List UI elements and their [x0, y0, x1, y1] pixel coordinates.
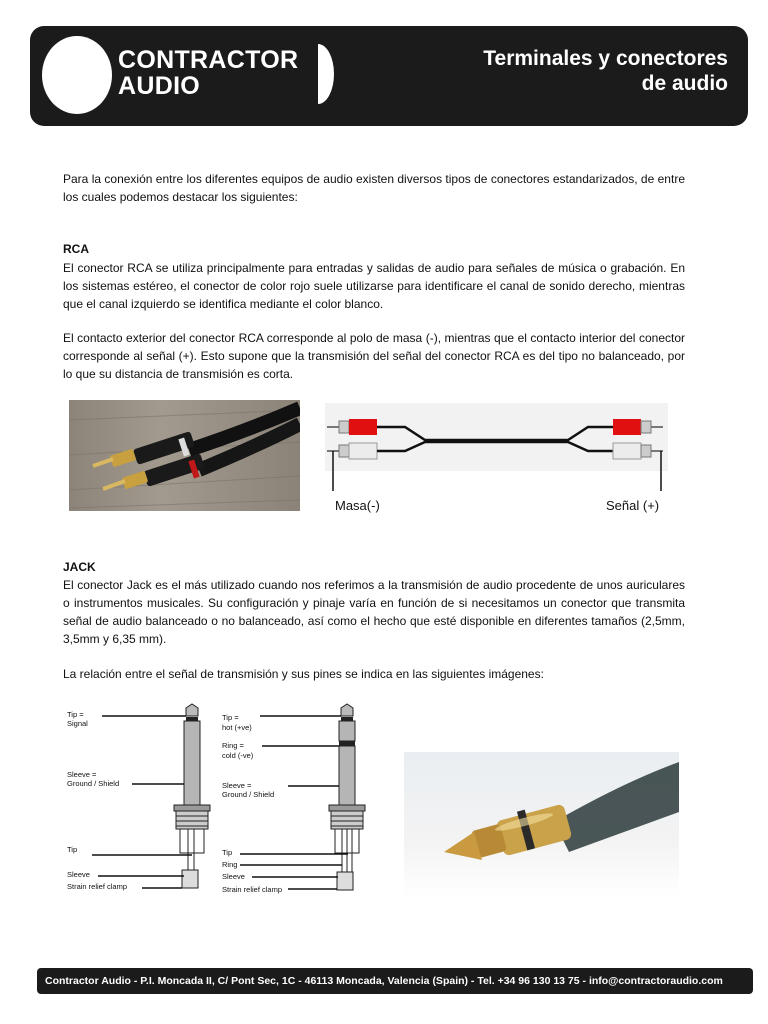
trs-label-tip-wire: Tip — [222, 848, 233, 857]
jack-heading: JACK — [63, 560, 96, 574]
trs-label-ground: Ground / Shield — [222, 790, 275, 799]
trs-label-cold: cold (-ve) — [222, 751, 254, 760]
rca-diagram-right-label: Señal (+) — [606, 498, 660, 513]
logo-line-2: AUDIO — [118, 72, 201, 100]
logo-half-circle-icon — [318, 44, 334, 104]
ts-label-tip: Tip = — [67, 710, 84, 719]
jack-paragraph-2: La relación entre el señal de transmisión y sus pines se indica en las siguientes imágenes: — [63, 667, 544, 681]
ts-label-sleeve: Sleeve = — [67, 770, 97, 779]
jack-plug-photo — [404, 752, 679, 898]
logo-text — [118, 47, 298, 99]
trs-label-sleeve-wire: Sleeve — [222, 872, 245, 881]
trs-label-clamp: Strain relief clamp — [222, 885, 283, 894]
rca-cable-photo — [69, 400, 300, 511]
ts-label-tip-wire: Tip — [67, 845, 78, 854]
ts-label-ground: Ground / Shield — [67, 779, 120, 788]
rca-diagram-left-label: Masa(-) — [335, 498, 380, 513]
logo-line-1: CONTRACTOR — [118, 46, 299, 74]
rca-paragraph-2: El contacto exterior del conector RCA corresponde al polo de masa (-), mientras que el contacto interior del conector corresponde al señal (+). Esto supone que la transmisión del señal del conector RCA es del tipo no balanceado, por lo que su distancia de transmisión es corta. — [63, 331, 685, 381]
trs-label-ring-wire: Ring — [222, 860, 238, 869]
page-title-line-2: de audio — [641, 72, 728, 95]
rca-paragraph-1: El conector RCA se utiliza principalmente para entradas y salidas de audio para señales de música o grabación. En los sistemas estéreo, el conector de color rojo suele utilizarse para identificare el canal de sonido derecho, mientras que el canal izquierdo se identifica mediante el color blanco. — [63, 261, 685, 311]
ts-label-signal: Signal — [67, 719, 88, 728]
page-title-line-1: Terminales y conectores — [483, 47, 728, 70]
jack-pinout-diagram — [62, 700, 382, 900]
trs-label-tip: Tip = — [222, 713, 239, 722]
ts-label-sleeve-wire: Sleeve — [67, 870, 90, 879]
logo-circle-icon — [42, 36, 112, 114]
intro-paragraph: Para la conexión entre los diferentes equipos de audio existen diversos tipos de conectores estandarizados, de entre los cuales podemos destacar los siguientes: — [63, 172, 685, 204]
trs-plug-drawing — [329, 704, 365, 890]
rca-heading: RCA — [63, 242, 89, 256]
trs-label-ring: Ring = — [222, 741, 244, 750]
ts-plug-drawing — [174, 704, 210, 888]
jack-paragraph-1: El conector Jack es el más utilizado cuando nos referimos a la transmisión de audio procedente de unos auriculares o instrumentos musicales. Su configuración y pinaje varía en función de si necesitamos un conector que transmita señal de audio balanceado o no balanceado, así como el hecho que esté disponible en diferentes tamaños (2,5mm, 3,5mm y 6,35 mm). — [63, 578, 685, 646]
page-title — [428, 46, 728, 96]
ts-label-clamp: Strain relief clamp — [67, 882, 128, 891]
rca-wiring-diagram — [325, 403, 668, 513]
trs-label-sleeve: Sleeve = — [222, 781, 252, 790]
trs-label-hot: hot (+ve) — [222, 723, 252, 732]
footer-bar: Contractor Audio - P.I. Moncada II, C/ Pont Sec, 1C - 46113 Moncada, Valencia (Spain) - Tel. +34 96 130 13 75 - info@contractoraudio.com — [37, 968, 753, 994]
